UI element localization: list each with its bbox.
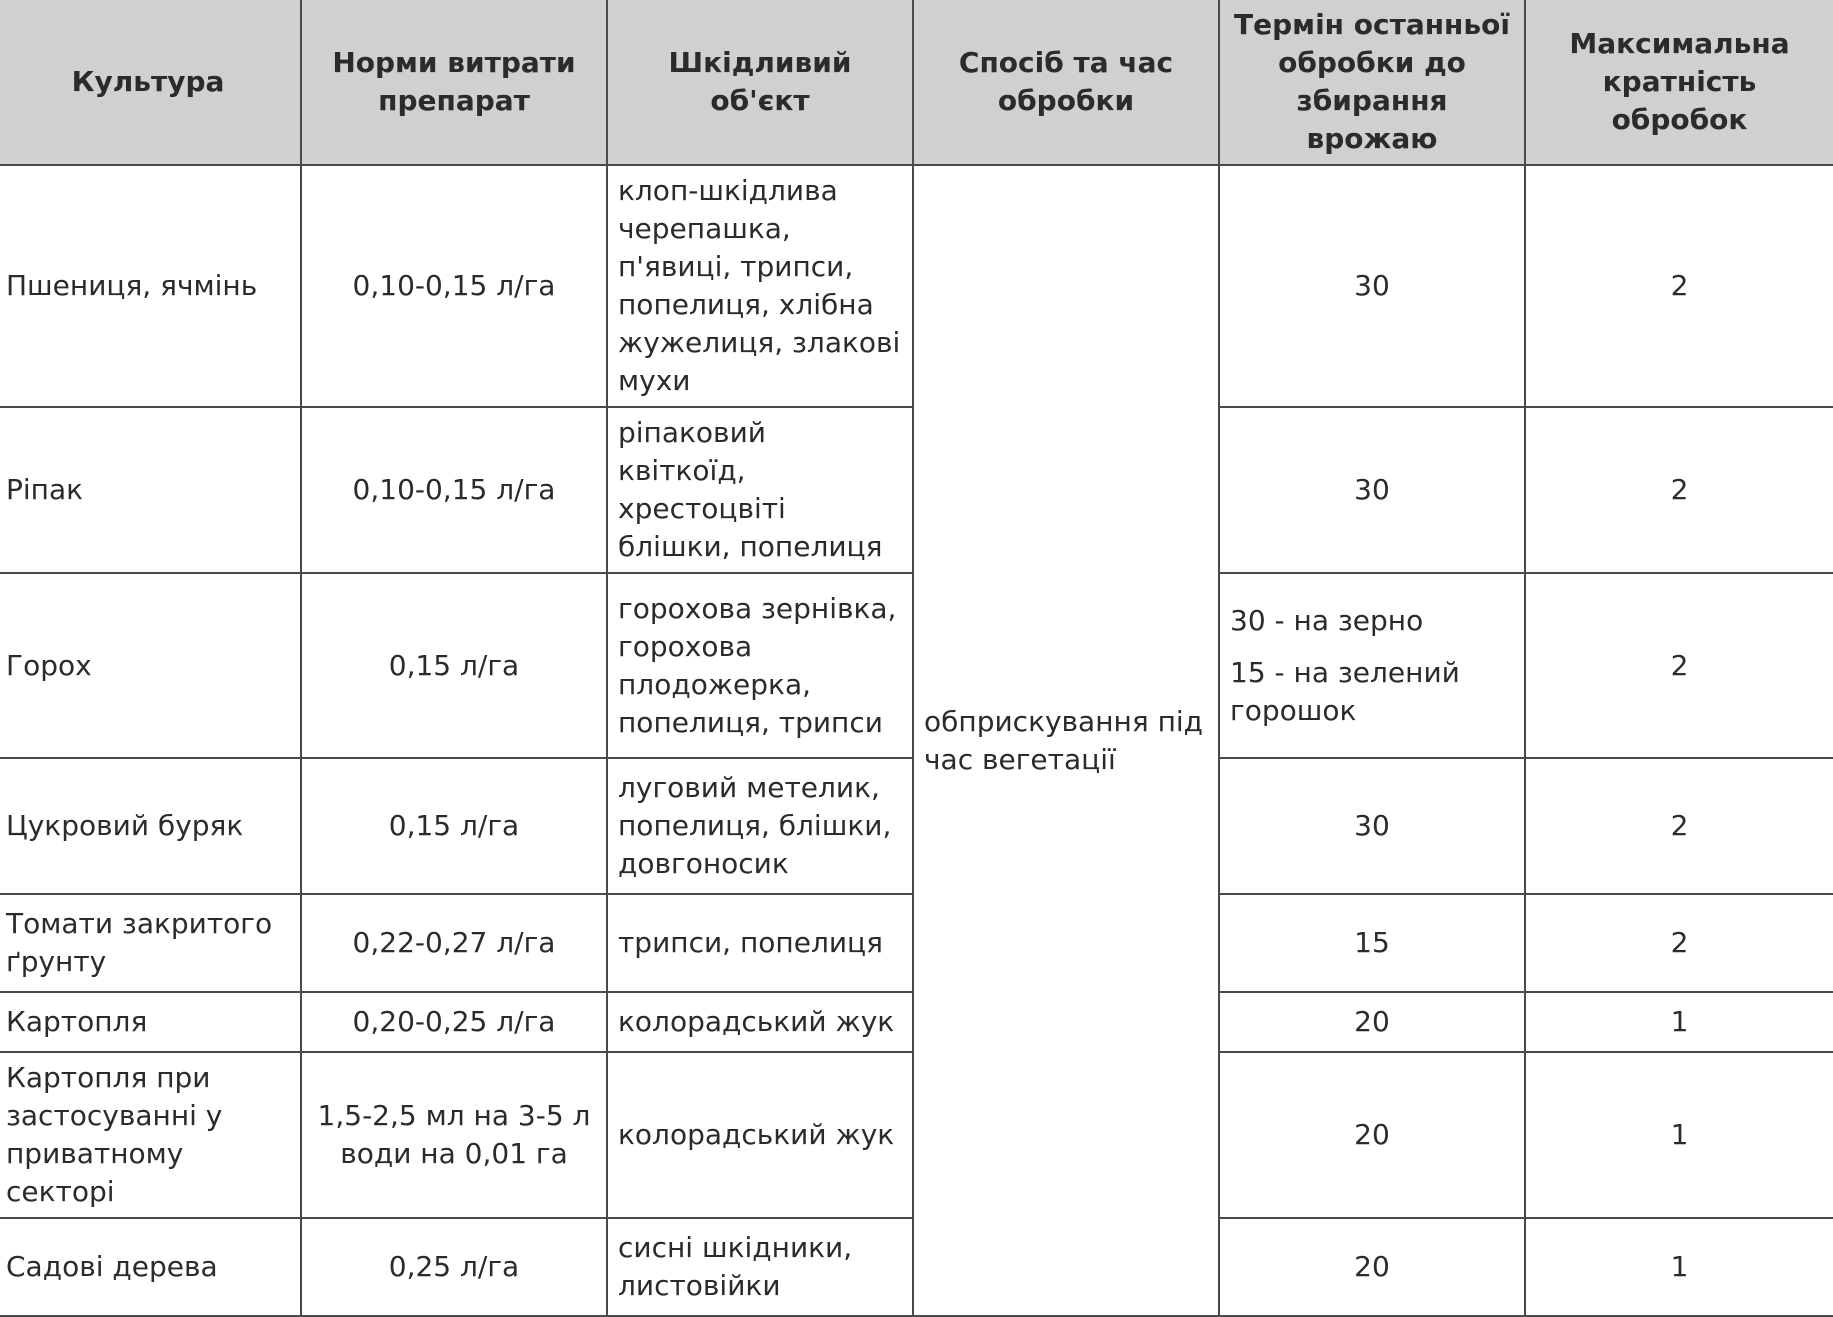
cell-rate: 0,15 л/га [301,758,607,894]
cell-max: 1 [1525,1218,1833,1316]
cell-term: 20 [1219,1052,1525,1218]
cell-rate: 0,25 л/га [301,1218,607,1316]
term-green-peas: 15 - на зелений горошок [1230,655,1460,727]
cell-rate: 1,5-2,5 мл на 3-5 л води на 0,01 га [301,1052,607,1218]
cell-crop: Горох [0,573,301,758]
cell-term: 15 [1219,894,1525,992]
cell-max: 1 [1525,992,1833,1052]
cell-term: 20 [1219,992,1525,1052]
cell-pest: трипси, попелиця [607,894,913,992]
table-header-row [0,0,1833,165]
cell-pest: луговий метелик, попелиця, блішки, довгоносик [607,758,913,894]
cell-pest: горохова зернівка, горохова плодожерка, попелиця, трипси [607,573,913,758]
cell-method: обприскування під час вегетації [913,165,1219,1316]
cell-rate: 0,22-0,27 л/га [301,894,607,992]
cell-rate: 0,15 л/га [301,573,607,758]
header-last-treatment-term: Термін останньої обробки до збирання врожаю [1219,0,1525,165]
cell-max: 2 [1525,407,1833,573]
cell-max: 1 [1525,1052,1833,1218]
cell-term: 20 [1219,1218,1525,1316]
cell-crop: Картопля при застосуванні у приватному секторі [0,1052,301,1218]
cell-pest: клоп-шкідлива черепашка, п'явиці, трипси, попелиця, хлібна жужелиця, злакові мухи [607,165,913,407]
cell-pest: колорадський жук [607,992,913,1052]
table-row [0,165,1833,407]
cell-crop: Пшениця, ячмінь [0,165,301,407]
cell-term: 30 [1219,758,1525,894]
cell-crop: Картопля [0,992,301,1052]
cell-max: 2 [1525,573,1833,758]
cell-term: 30 [1219,165,1525,407]
cell-rate: 0,10-0,15 л/га [301,165,607,407]
cell-max: 2 [1525,165,1833,407]
cell-pest: колорадський жук [607,1052,913,1218]
cell-term: 30 [1219,407,1525,573]
cell-pest: ріпаковий квіткоїд, хрестоцвіті блішки, попелиця [607,407,913,573]
cell-term [1219,573,1525,758]
header-max-treatments: Максимальна кратність обробок [1525,0,1833,165]
header-rate: Норми витрати препарат [301,0,607,165]
header-method: Спосіб та час обробки [913,0,1219,165]
header-crop: Культура [0,0,301,165]
term-grain: 30 - на зерно [1230,603,1424,637]
cell-crop: Томати закритого ґрунту [0,894,301,992]
cell-pest: сисні шкідники, листовійки [607,1218,913,1316]
cell-crop: Садові дерева [0,1218,301,1316]
cell-rate: 0,20-0,25 л/га [301,992,607,1052]
cell-max: 2 [1525,894,1833,992]
cell-crop: Цукровий буряк [0,758,301,894]
cell-rate: 0,10-0,15 л/га [301,407,607,573]
cell-crop: Ріпак [0,407,301,573]
header-pest: Шкідливий об'єкт [607,0,913,165]
cell-max: 2 [1525,758,1833,894]
